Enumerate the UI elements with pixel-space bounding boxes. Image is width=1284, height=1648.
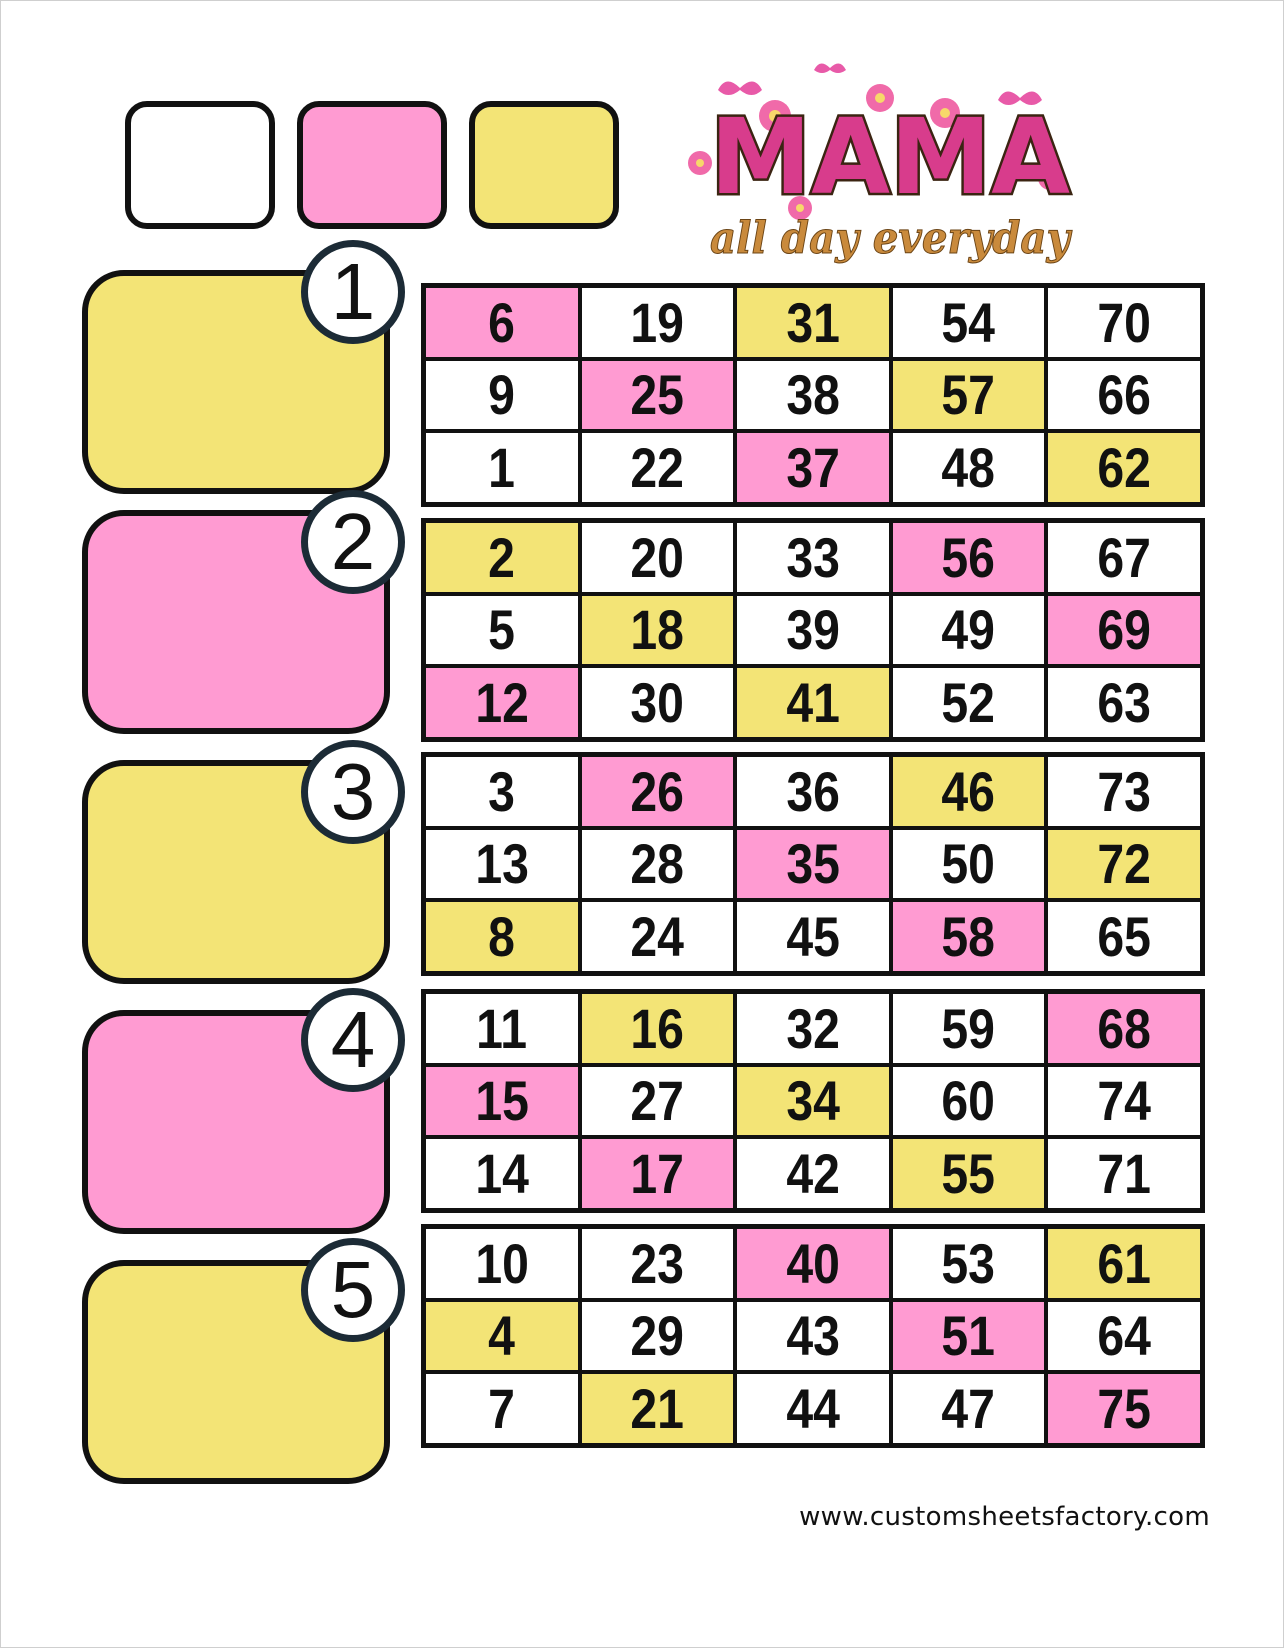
number-cell[interactable]: [737, 523, 889, 592]
number-cell[interactable]: [582, 1067, 734, 1136]
number-cell[interactable]: [893, 668, 1045, 737]
number-label: 24: [630, 905, 685, 969]
number-cell[interactable]: [1048, 668, 1200, 737]
number-cell[interactable]: [426, 1139, 578, 1208]
number-cell[interactable]: [426, 1067, 578, 1136]
number-label: 17: [630, 1142, 685, 1206]
number-label: 67: [1097, 525, 1151, 589]
number-cell[interactable]: [737, 757, 889, 826]
number-label: 58: [941, 905, 996, 969]
number-label: 7: [488, 1377, 516, 1441]
number-label: 52: [941, 671, 996, 735]
number-cell[interactable]: [1048, 994, 1200, 1063]
number-cell[interactable]: [1048, 902, 1200, 971]
number-label: 36: [786, 759, 840, 823]
number-cell[interactable]: [893, 994, 1045, 1063]
number-label: 51: [941, 1304, 996, 1368]
number-label: 8: [488, 905, 516, 969]
number-cell[interactable]: [582, 994, 734, 1063]
bingo-card-3: [421, 752, 1205, 976]
number-label: 10: [475, 1231, 529, 1295]
number-cell[interactable]: [582, 1302, 734, 1371]
number-label: 74: [1097, 1069, 1151, 1133]
number-cell[interactable]: [1048, 596, 1200, 665]
number-cell[interactable]: [582, 1139, 734, 1208]
number-label: 70: [1097, 290, 1151, 354]
number-cell[interactable]: [582, 902, 734, 971]
number-cell[interactable]: [426, 902, 578, 971]
number-label: 41: [786, 671, 840, 735]
number-label: 11: [476, 996, 528, 1060]
number-label: 71: [1097, 1142, 1151, 1206]
bingo-card-5: [421, 1224, 1205, 1448]
number-cell[interactable]: [1048, 433, 1200, 502]
number-label: 9: [488, 363, 516, 427]
website-url: www.customsheetsfactory.com: [799, 1502, 1210, 1532]
number-cell[interactable]: [737, 361, 889, 430]
number-label: 12: [475, 671, 529, 735]
number-label: 35: [786, 832, 840, 896]
card-number-badge: 1: [301, 240, 405, 344]
number-label: 44: [786, 1377, 840, 1441]
number-label: 39: [786, 598, 840, 662]
card-number-badge: 3: [301, 740, 405, 844]
number-label: 22: [630, 436, 685, 500]
number-label: 25: [630, 363, 685, 427]
number-label: 75: [1097, 1377, 1151, 1441]
number-cell[interactable]: [426, 1302, 578, 1371]
number-label: 33: [786, 525, 840, 589]
number-cell[interactable]: [737, 1229, 889, 1298]
number-label: 47: [941, 1377, 996, 1441]
number-label: 13: [475, 832, 529, 896]
number-label: 55: [941, 1142, 996, 1206]
number-cell[interactable]: [582, 668, 734, 737]
number-label: 49: [941, 598, 996, 662]
number-cell[interactable]: [893, 361, 1045, 430]
number-cell[interactable]: [582, 433, 734, 502]
number-cell[interactable]: [1048, 1229, 1200, 1298]
number-label: 43: [786, 1304, 840, 1368]
number-label: 45: [786, 905, 840, 969]
number-cell[interactable]: [582, 523, 734, 592]
number-cell[interactable]: [426, 1374, 578, 1443]
number-label: 14: [475, 1142, 529, 1206]
number-label: 72: [1097, 832, 1151, 896]
number-cell[interactable]: [582, 1229, 734, 1298]
number-label: 46: [941, 759, 996, 823]
number-cell[interactable]: [426, 757, 578, 826]
number-label: 18: [630, 598, 685, 662]
number-cell[interactable]: [893, 433, 1045, 502]
number-cell[interactable]: [737, 1067, 889, 1136]
number-cell[interactable]: [893, 757, 1045, 826]
number-label: 60: [941, 1069, 996, 1133]
number-label: 69: [1097, 598, 1151, 662]
number-label: 73: [1097, 759, 1151, 823]
number-cell[interactable]: [582, 361, 734, 430]
swatch-yellow: [469, 101, 619, 229]
number-cell[interactable]: [893, 1139, 1045, 1208]
number-cell[interactable]: [893, 902, 1045, 971]
number-label: 15: [475, 1069, 529, 1133]
number-label: 34: [786, 1069, 840, 1133]
number-label: 37: [786, 436, 840, 500]
number-cell[interactable]: [1048, 288, 1200, 357]
number-label: 28: [630, 832, 685, 896]
number-label: 65: [1097, 905, 1151, 969]
bingo-card-1: [421, 283, 1205, 507]
number-cell[interactable]: [426, 523, 578, 592]
number-cell[interactable]: [1048, 1067, 1200, 1136]
number-cell[interactable]: [893, 1302, 1045, 1371]
number-cell[interactable]: [1048, 1139, 1200, 1208]
number-label: 53: [941, 1231, 996, 1295]
number-cell[interactable]: [582, 288, 734, 357]
number-label: 38: [786, 363, 840, 427]
number-cell[interactable]: [426, 668, 578, 737]
number-cell[interactable]: [426, 830, 578, 899]
number-cell[interactable]: [893, 596, 1045, 665]
number-label: 50: [941, 832, 996, 896]
number-cell[interactable]: [1048, 830, 1200, 899]
number-cell[interactable]: [426, 288, 578, 357]
number-label: 48: [941, 436, 996, 500]
number-cell[interactable]: [737, 668, 889, 737]
number-label: 5: [488, 598, 516, 662]
number-label: 29: [630, 1304, 685, 1368]
number-label: 4: [488, 1304, 516, 1368]
number-label: 6: [488, 290, 516, 354]
number-cell[interactable]: [893, 1067, 1045, 1136]
number-cell[interactable]: [426, 596, 578, 665]
number-label: 30: [630, 671, 685, 735]
number-cell[interactable]: [893, 830, 1045, 899]
number-label: 62: [1097, 436, 1151, 500]
number-label: 19: [630, 290, 685, 354]
number-label: 21: [630, 1377, 685, 1441]
number-cell[interactable]: [893, 523, 1045, 592]
number-label: 20: [630, 525, 685, 589]
number-cell[interactable]: [426, 361, 578, 430]
number-cell[interactable]: [737, 1302, 889, 1371]
number-label: 1: [488, 436, 516, 500]
card-number-badge: 4: [301, 988, 405, 1092]
number-cell[interactable]: [582, 1374, 734, 1443]
number-label: 56: [941, 525, 996, 589]
number-label: 3: [488, 759, 516, 823]
number-label: 2: [488, 525, 516, 589]
number-cell[interactable]: [893, 1374, 1045, 1443]
number-cell[interactable]: [1048, 1374, 1200, 1443]
number-cell[interactable]: [737, 902, 889, 971]
number-cell[interactable]: [737, 1139, 889, 1208]
bingo-card-4: [421, 989, 1205, 1213]
number-cell[interactable]: [582, 757, 734, 826]
number-label: 27: [630, 1069, 685, 1133]
number-cell[interactable]: [1048, 757, 1200, 826]
swatch-pink: [297, 101, 447, 229]
number-cell[interactable]: [1048, 1302, 1200, 1371]
number-cell[interactable]: [737, 596, 889, 665]
number-cell[interactable]: [737, 288, 889, 357]
number-cell[interactable]: [893, 288, 1045, 357]
number-cell[interactable]: [737, 1374, 889, 1443]
number-label: 66: [1097, 363, 1151, 427]
number-cell[interactable]: [737, 830, 889, 899]
number-label: 23: [630, 1231, 685, 1295]
number-cell[interactable]: [426, 1229, 578, 1298]
number-label: 68: [1097, 996, 1151, 1060]
number-cell[interactable]: [737, 994, 889, 1063]
number-label: 64: [1097, 1304, 1151, 1368]
number-label: 54: [941, 290, 996, 354]
number-label: 42: [786, 1142, 840, 1206]
number-label: 61: [1097, 1231, 1151, 1295]
number-cell[interactable]: [737, 433, 889, 502]
number-cell[interactable]: [1048, 361, 1200, 430]
number-label: 63: [1097, 671, 1151, 735]
number-label: 31: [786, 290, 840, 354]
mama-logo: [680, 58, 1100, 280]
number-label: 59: [941, 996, 996, 1060]
number-cell[interactable]: [1048, 523, 1200, 592]
logo-subtitle: all day everyday: [710, 213, 1074, 264]
logo-title: MAMA: [710, 96, 1070, 218]
swatch-white: [125, 101, 275, 229]
number-cell[interactable]: [426, 994, 578, 1063]
bingo-card-2: [421, 518, 1205, 742]
number-label: 16: [630, 996, 685, 1060]
number-label: 32: [786, 996, 840, 1060]
number-cell[interactable]: [426, 433, 578, 502]
card-number-badge: 5: [301, 1238, 405, 1342]
number-label: 26: [630, 759, 685, 823]
number-cell[interactable]: [893, 1229, 1045, 1298]
number-label: 40: [786, 1231, 840, 1295]
number-cell[interactable]: [582, 596, 734, 665]
number-cell[interactable]: [582, 830, 734, 899]
card-number-badge: 2: [301, 490, 405, 594]
number-label: 57: [941, 363, 996, 427]
